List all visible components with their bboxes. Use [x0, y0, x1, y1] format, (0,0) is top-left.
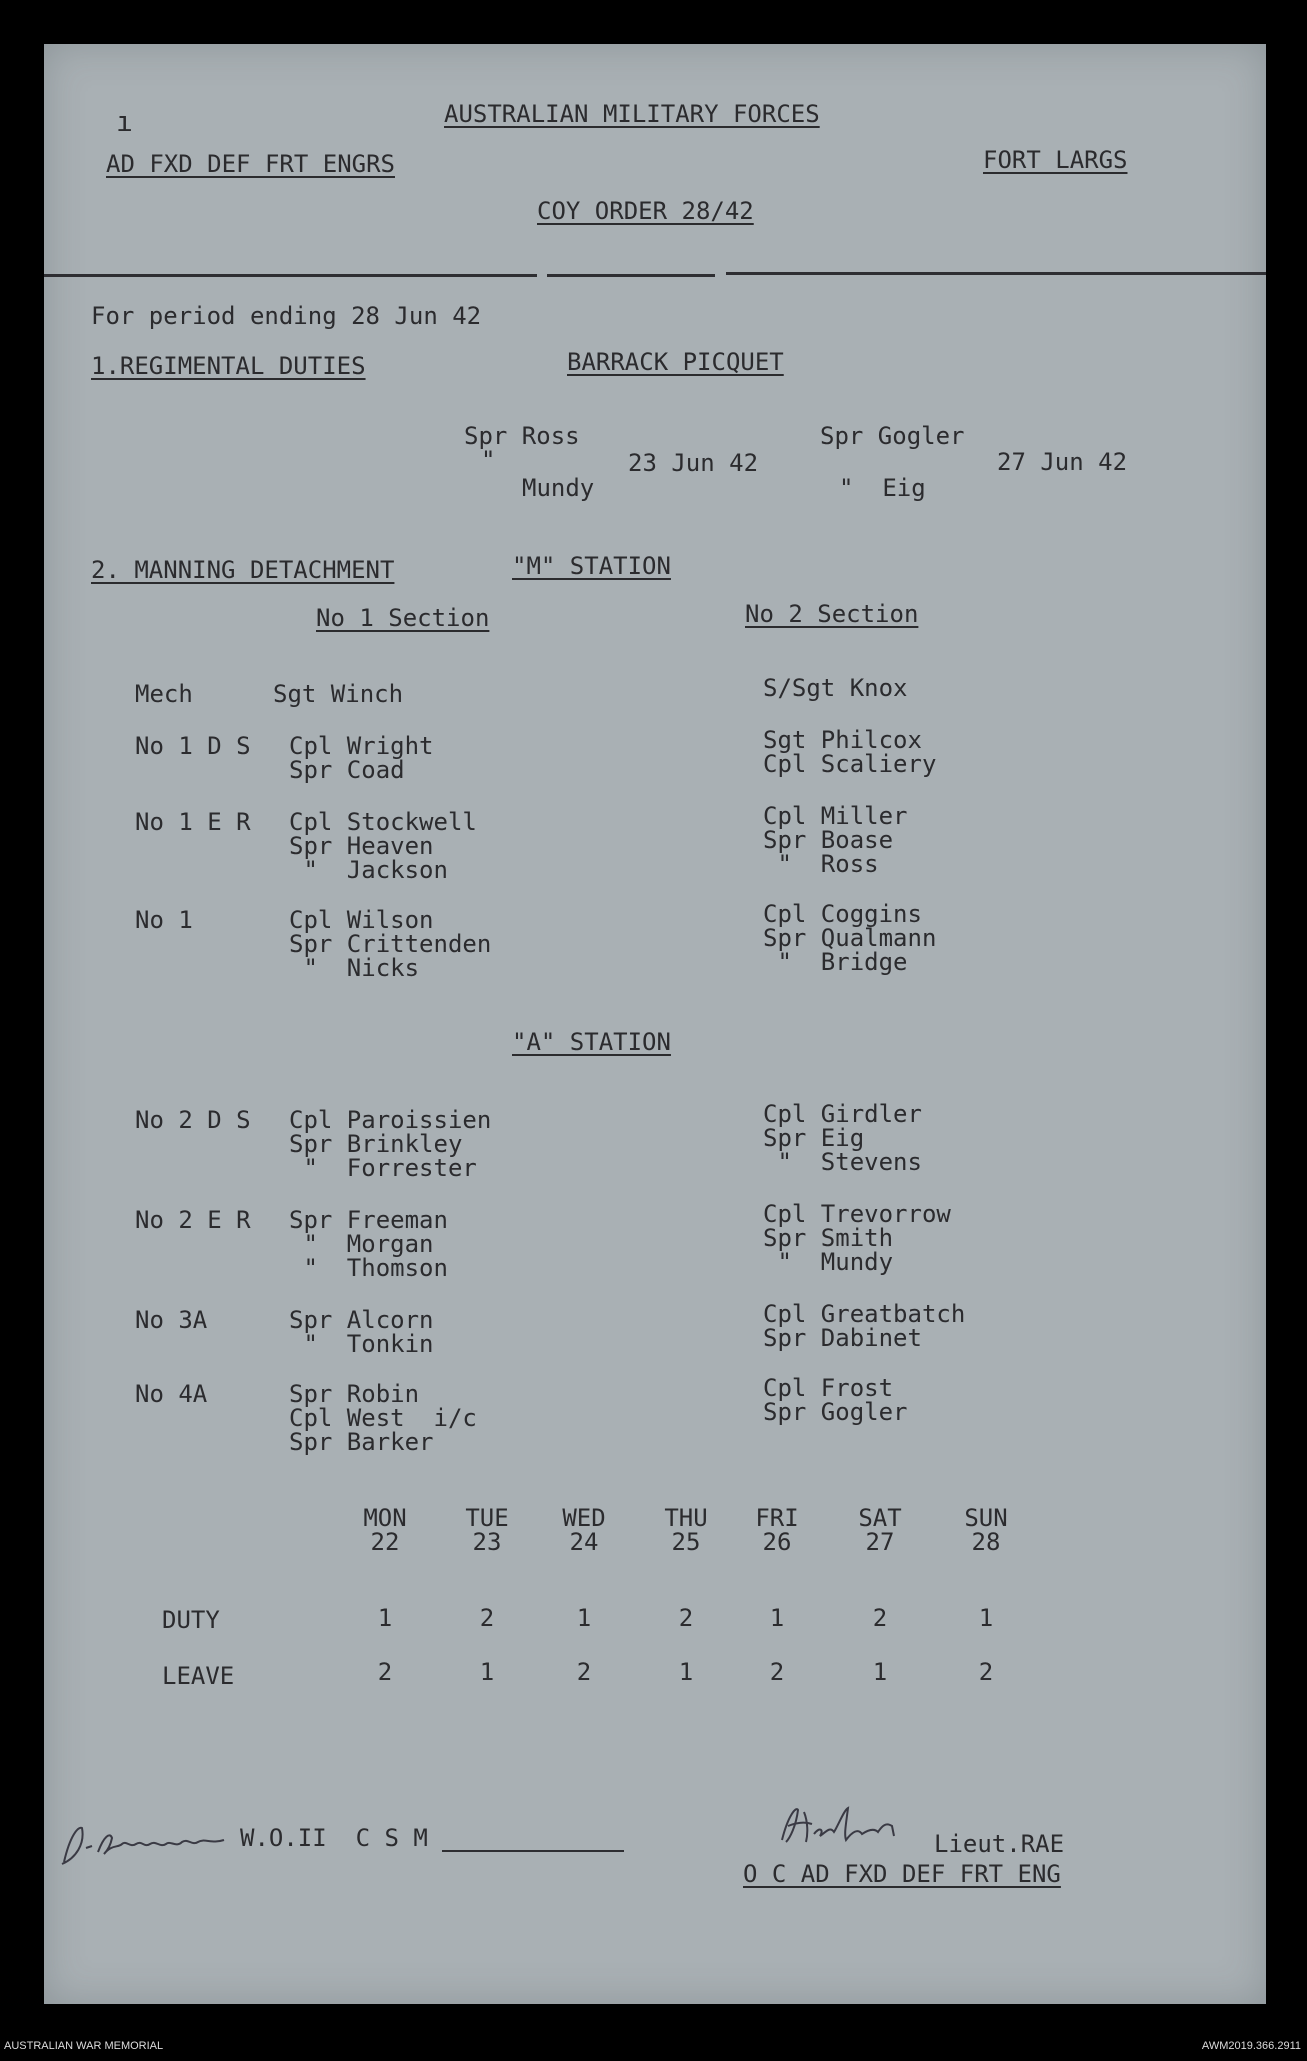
day-date: 23 [472, 1528, 502, 1556]
left-signature [52, 1814, 242, 1874]
footer-archive-name: AUSTRALIAN WAR MEMORIAL [4, 2040, 164, 2052]
period-line: For period ending 28 Jun 42 [91, 302, 482, 330]
mech-left: Sgt Winch [273, 680, 404, 708]
day-header: THU [664, 1504, 708, 1532]
roster-right-entry: " Ross [763, 850, 879, 878]
roster-left-entry: Cpl Wilson [289, 906, 434, 934]
picquet-right-1: Spr Gogler [820, 422, 965, 450]
roster-row-label: No 2 E R [135, 1206, 251, 1234]
order-number: COY ORDER 28/42 [537, 197, 754, 225]
roster-left-entry: Spr Crittenden [289, 930, 492, 958]
roster-right-entry: " Stevens [763, 1148, 922, 1176]
roster-left-entry: " Nicks [289, 954, 420, 982]
section-1-heading: No 1 Section [316, 604, 490, 632]
day-header: TUE [465, 1504, 509, 1532]
duty-value: 1 [769, 1604, 785, 1632]
m-station-heading: "M" STATION [512, 552, 671, 580]
mech-right: S/Sgt Knox [763, 674, 908, 702]
location: FORT LARGS [983, 146, 1128, 174]
right-signature [774, 1796, 914, 1856]
day-header: FRI [755, 1504, 799, 1532]
roster-right-entry: " Bridge [763, 948, 908, 976]
roster-right-entry: Cpl Frost [763, 1374, 894, 1402]
day-header: MON [363, 1504, 407, 1532]
leave-value: 1 [678, 1658, 694, 1686]
roster-left-entry: Cpl West i/c [289, 1404, 477, 1432]
header-mark: ı [116, 105, 133, 138]
roster-right-entry: Sgt Philcox [763, 726, 922, 754]
roster-right-entry: Cpl Girdler [763, 1100, 922, 1128]
leave-value: 1 [479, 1658, 495, 1686]
day-date: 24 [569, 1528, 599, 1556]
roster-left-entry: " Thomson [289, 1254, 448, 1282]
duty-value: 2 [872, 1604, 888, 1632]
document-sheet [44, 44, 1266, 2004]
day-date: 22 [370, 1528, 400, 1556]
header-rule-1 [44, 274, 537, 277]
roster-left-entry: Spr Barker [289, 1428, 434, 1456]
duty-value: 2 [678, 1604, 694, 1632]
roster-left-entry: Spr Freeman [289, 1206, 448, 1234]
leave-value: 1 [872, 1658, 888, 1686]
roster-right-entry: Spr Dabinet [763, 1324, 922, 1352]
roster-right-entry: Spr Gogler [763, 1398, 908, 1426]
roster-right-entry: Cpl Trevorrow [763, 1200, 951, 1228]
roster-row-label: No 4A [135, 1380, 208, 1408]
roster-left-entry: Cpl Stockwell [289, 808, 477, 836]
roster-left-entry: Spr Heaven [289, 832, 434, 860]
roster-row-label: No 3A [135, 1306, 208, 1334]
roster-left-entry: " Tonkin [289, 1330, 434, 1358]
roster-right-entry: Spr Qualmann [763, 924, 937, 952]
roster-left-entry: Cpl Wright [289, 732, 434, 760]
leave-value: 2 [576, 1658, 592, 1686]
day-header: SAT [858, 1504, 902, 1532]
roster-right-entry: Cpl Miller [763, 802, 908, 830]
right-signatory-rank: Lieut.RAE [934, 1830, 1065, 1858]
day-date: 26 [762, 1528, 792, 1556]
roster-row-label: No 2 D S [135, 1106, 251, 1134]
roster-right-entry: Cpl Coggins [763, 900, 922, 928]
roster-left-entry: " Jackson [289, 856, 448, 884]
day-header: WED [562, 1504, 606, 1532]
picquet-left-1: Spr Ross [464, 422, 580, 450]
roster-right-entry: Cpl Scaliery [763, 750, 937, 778]
roster-left-entry: Spr Robin [289, 1380, 420, 1408]
right-signatory-title: O C AD FXD DEF FRT ENG [743, 1860, 1061, 1888]
duty-label: DUTY [162, 1606, 220, 1634]
day-date: 25 [671, 1528, 701, 1556]
footer-accession-number: AWM2019.366.2911 [1201, 2040, 1301, 2052]
picquet-left-date: 23 Jun 42 [628, 449, 759, 477]
left-signature-line [442, 1850, 624, 1852]
roster-right-entry: " Mundy [763, 1248, 894, 1276]
duty-value: 1 [576, 1604, 592, 1632]
roster-left-entry: Spr Coad [289, 756, 405, 784]
mech-label: Mech [135, 680, 193, 708]
a-station-heading: "A" STATION [512, 1028, 671, 1056]
duty-value: 1 [377, 1604, 393, 1632]
day-date: 28 [971, 1528, 1001, 1556]
day-header: SUN [964, 1504, 1008, 1532]
header-rule-3 [726, 272, 1266, 275]
unit-name: AD FXD DEF FRT ENGRS [106, 150, 395, 178]
org-title: AUSTRALIAN MILITARY FORCES [444, 100, 820, 128]
roster-right-entry: Spr Eig [763, 1124, 865, 1152]
manning-detachment-heading: 2. MANNING DETACHMENT [91, 556, 395, 584]
roster-right-entry: Spr Smith [763, 1224, 894, 1252]
duty-value: 1 [978, 1604, 994, 1632]
roster-row-label: No 1 D S [135, 732, 251, 760]
roster-left-entry: " Forrester [289, 1154, 477, 1182]
left-signatory-title: W.O.II C S M [240, 1824, 428, 1852]
leave-value: 2 [377, 1658, 393, 1686]
picquet-right-2: " Eig [839, 474, 926, 502]
roster-left-entry: Cpl Paroissien [289, 1106, 492, 1134]
leave-label: LEAVE [162, 1662, 235, 1690]
roster-row-label: No 1 [135, 906, 193, 934]
regimental-duties-heading: 1.REGIMENTAL DUTIES [91, 352, 366, 380]
duty-value: 2 [479, 1604, 495, 1632]
roster-right-entry: Cpl Greatbatch [763, 1300, 966, 1328]
picquet-left-3: Mundy [522, 474, 595, 502]
roster-left-entry: " Morgan [289, 1230, 434, 1258]
barrack-picquet-heading: BARRACK PICQUET [567, 348, 784, 376]
roster-right-entry: Spr Boase [763, 826, 894, 854]
day-date: 27 [865, 1528, 895, 1556]
leave-value: 2 [769, 1658, 785, 1686]
picquet-left-2: " [481, 446, 496, 474]
roster-left-entry: Spr Alcorn [289, 1306, 434, 1334]
header-rule-2 [547, 274, 715, 277]
leave-value: 2 [978, 1658, 994, 1686]
picquet-right-date: 27 Jun 42 [997, 448, 1128, 476]
roster-row-label: No 1 E R [135, 808, 251, 836]
section-2-heading: No 2 Section [745, 600, 919, 628]
roster-left-entry: Spr Brinkley [289, 1130, 463, 1158]
